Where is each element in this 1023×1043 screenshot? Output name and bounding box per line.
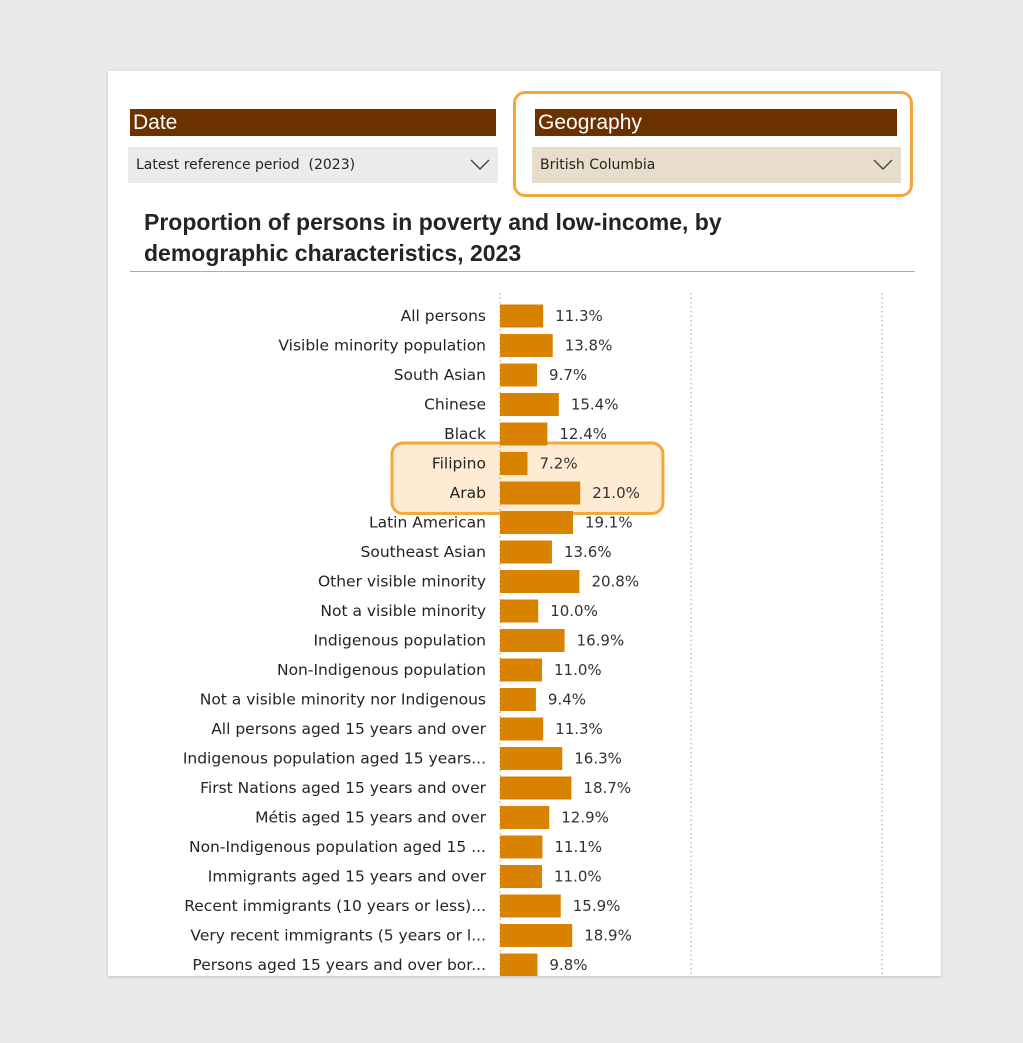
chevron-down-icon (873, 157, 893, 171)
data-label: 11.3% (555, 307, 603, 325)
category-label: All persons (400, 307, 486, 325)
bar-chart (108, 281, 941, 976)
bar[interactable] (500, 718, 543, 741)
category-label: Southeast Asian (360, 543, 486, 561)
data-label: 16.3% (574, 749, 622, 768)
data-label: 11.0% (554, 661, 602, 679)
bar[interactable] (500, 954, 537, 977)
data-label: 18.9% (584, 926, 632, 945)
bar[interactable] (500, 364, 537, 387)
bar[interactable] (500, 629, 565, 652)
bar[interactable] (500, 865, 542, 888)
category-label: Black (444, 425, 486, 443)
data-label: 12.9% (561, 808, 609, 827)
date-dropdown[interactable] (128, 147, 498, 183)
data-label: 15.4% (570, 395, 619, 414)
bar[interactable] (500, 423, 547, 446)
bar[interactable] (500, 924, 572, 947)
bar[interactable] (500, 482, 580, 505)
data-label: 11.1% (554, 838, 603, 856)
data-label: 15.9% (572, 897, 621, 915)
data-label: 11.3% (555, 720, 603, 738)
category-label: Latin American (368, 513, 486, 532)
category-label: Arab (449, 484, 486, 502)
bar[interactable] (500, 511, 573, 534)
chart-title: Proportion of persons in poverty and low-income, by demographic characteristics, 2023 (144, 209, 722, 266)
geography-filter-header: Geography (535, 109, 897, 136)
category-label: Filipino (431, 454, 486, 473)
bar[interactable] (500, 806, 549, 829)
category-label: Immigrants aged 15 years and over (207, 867, 486, 886)
data-label: 11.0% (554, 867, 602, 886)
geography-dropdown-value: British Columbia (540, 157, 656, 173)
category-label: First Nations aged 15 years and over (200, 779, 486, 797)
category-label: Non-Indigenous population aged 15 ... (188, 838, 486, 856)
report-card (108, 71, 941, 976)
data-label: 13.8% (564, 336, 613, 355)
data-label: 12.4% (559, 425, 608, 443)
data-label: 21.0% (592, 484, 640, 502)
bar[interactable] (500, 777, 571, 800)
bar[interactable] (500, 452, 528, 475)
bar[interactable] (500, 688, 536, 711)
bar[interactable] (500, 541, 552, 564)
data-label: 9.7% (549, 366, 588, 384)
category-label: Métis aged 15 years and over (255, 808, 486, 827)
bar[interactable] (500, 393, 559, 416)
category-label: Recent immigrants (10 years or less)... (184, 897, 486, 915)
geography-dropdown[interactable] (532, 147, 901, 183)
data-label: 18.7% (583, 779, 632, 797)
data-label: 10.0% (550, 602, 598, 620)
category-label: All persons aged 15 years and over (211, 720, 486, 738)
title-divider (130, 271, 915, 272)
bar[interactable] (500, 836, 542, 859)
bar[interactable] (500, 305, 543, 328)
data-label: 20.8% (591, 572, 640, 591)
data-label: 9.4% (547, 690, 587, 709)
data-label: 7.2% (539, 454, 578, 473)
category-label: Very recent immigrants (5 years or l... (190, 926, 486, 945)
bar[interactable] (500, 570, 579, 593)
category-label: South Asian (393, 366, 486, 384)
chevron-down-icon (470, 157, 490, 171)
bar[interactable] (500, 600, 538, 623)
category-label: Visible minority population (278, 336, 486, 355)
category-label: Not a visible minority (320, 602, 486, 620)
category-label: Persons aged 15 years and over bor... (192, 956, 486, 974)
bar[interactable] (500, 895, 561, 918)
date-filter-header: Date (130, 109, 496, 136)
data-label: 13.6% (563, 543, 612, 561)
category-label: Chinese (424, 395, 486, 414)
bar[interactable] (500, 334, 553, 357)
category-label: Indigenous population aged 15 years... (182, 749, 486, 768)
category-label: Indigenous population (313, 631, 486, 650)
date-dropdown-value: Latest reference period (2023) (136, 157, 356, 173)
category-label: Other visible minority (317, 572, 486, 591)
bar[interactable] (500, 659, 542, 682)
bar[interactable] (500, 747, 562, 770)
category-label: Non-Indigenous population (276, 661, 486, 679)
data-label: 19.1% (584, 513, 633, 532)
category-label: Not a visible minority nor Indigenous (199, 690, 486, 709)
data-label: 9.8% (549, 956, 588, 974)
data-label: 16.9% (576, 631, 625, 650)
